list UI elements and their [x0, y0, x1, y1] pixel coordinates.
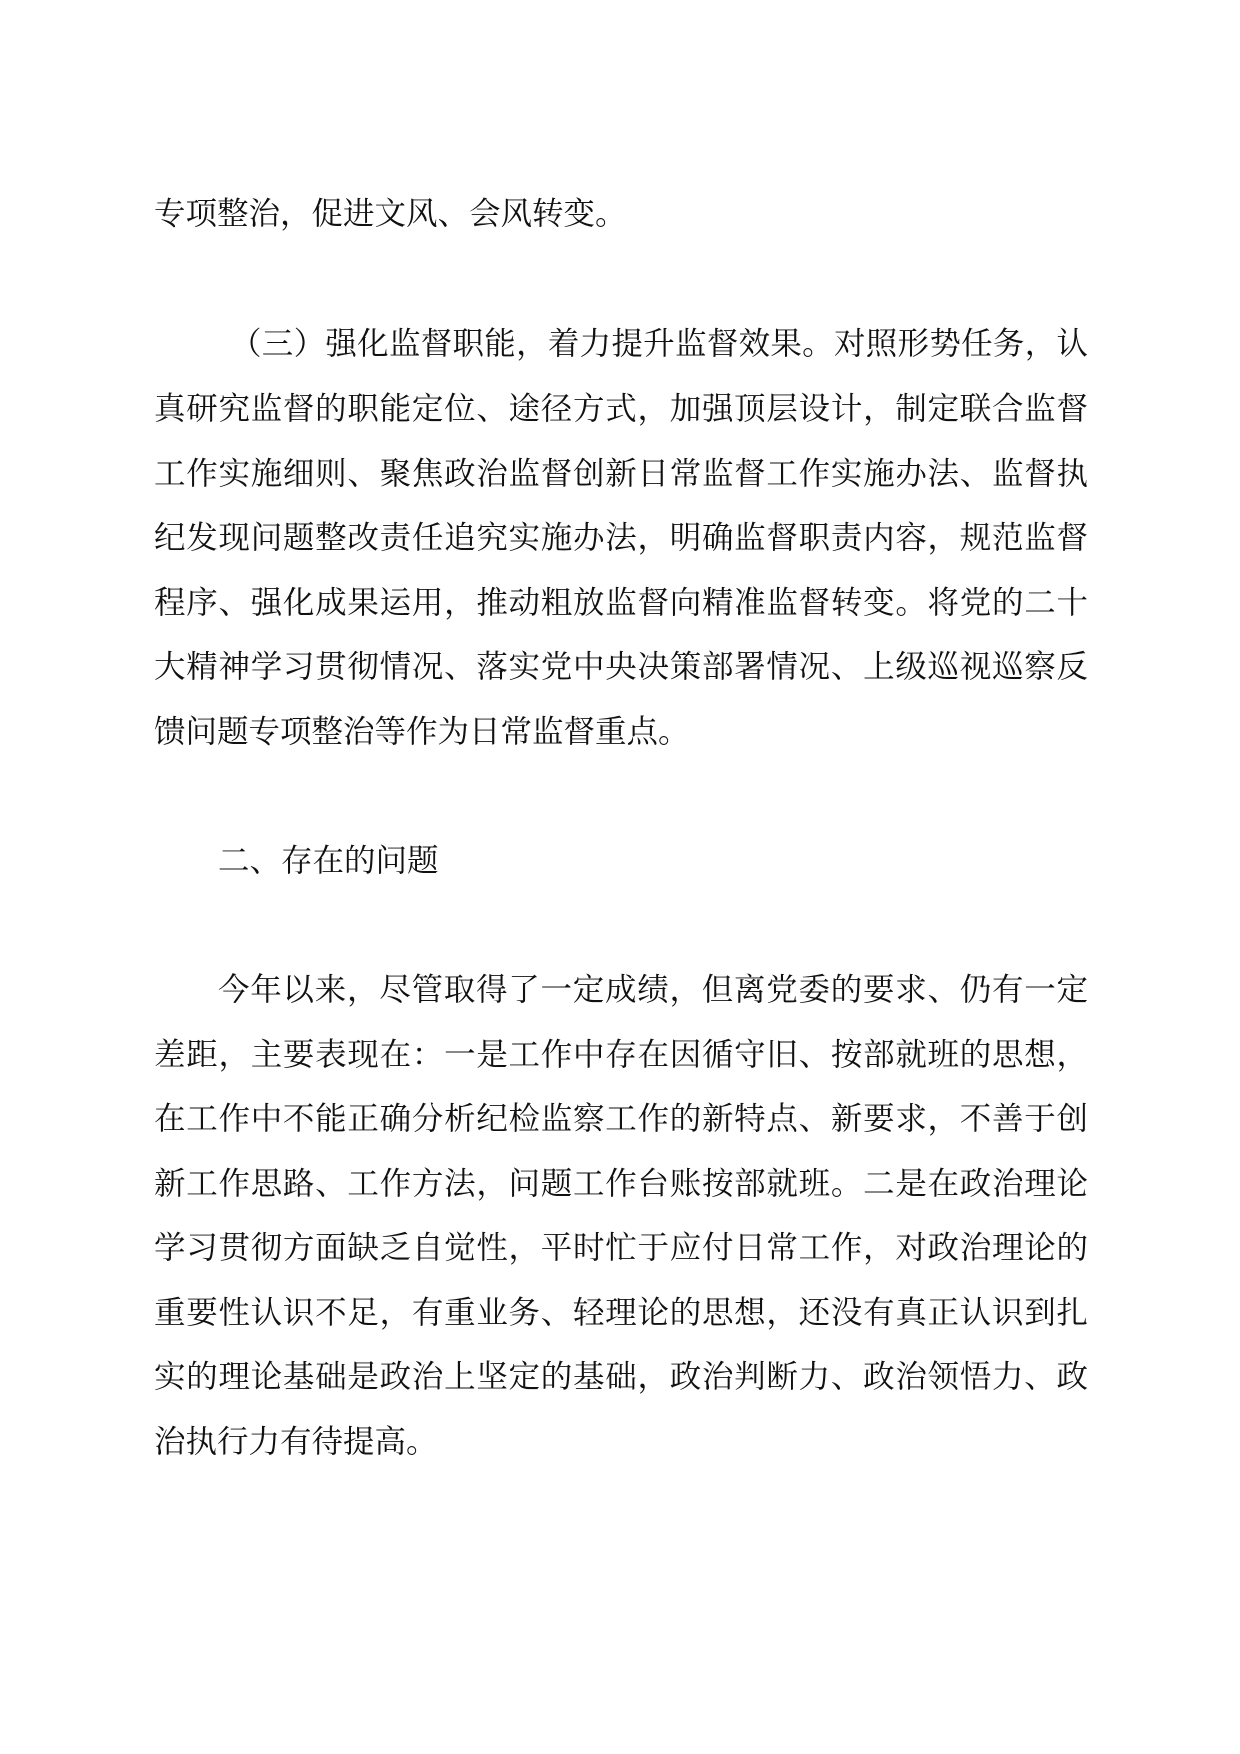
- paragraph-2-line-3: 工作实施细则、聚焦政治监督创新日常监督工作实施办法、监督执: [154, 456, 1088, 492]
- paragraph-2-line-6: 大精神学习贯彻情况、落实党中央决策部署情况、上级巡视巡察反: [154, 649, 1088, 685]
- paragraph-3-line-7: 实的理论基础是政治上坚定的基础，政治判断力、政治领悟力、政: [154, 1359, 1088, 1395]
- paragraph-3-line-8: 治执行力有待提高。: [154, 1424, 438, 1460]
- paragraph-3-line-1: 今年以来，尽管取得了一定成绩，但离党委的要求、仍有一定: [218, 972, 1088, 1008]
- paragraph-3-line-2: 差距，主要表现在：一是工作中存在因循守旧、按部就班的思想，: [154, 1037, 1088, 1073]
- paragraph-1-line-1: 专项整治，促进文风、会风转变。: [154, 196, 627, 232]
- paragraph-3-line-4: 新工作思路、工作方法，问题工作台账按部就班。二是在政治理论: [154, 1166, 1088, 1202]
- paragraph-3-line-6: 重要性认识不足，有重业务、轻理论的思想，还没有真正认识到扎: [154, 1295, 1088, 1331]
- paragraph-2-line-5: 程序、强化成果运用，推动粗放监督向精准监督转变。将党的二十: [154, 585, 1088, 621]
- paragraph-2-line-2: 真研究监督的职能定位、途径方式，加强顶层设计，制定联合监督: [154, 391, 1088, 427]
- paragraph-2-line-7: 馈问题专项整治等作为日常监督重点。: [154, 714, 690, 750]
- paragraph-3-line-5: 学习贯彻方面缺乏自觉性，平时忙于应付日常工作，对政治理论的: [154, 1230, 1088, 1266]
- paragraph-2-line-4: 纪发现问题整改责任追究实施办法，明确监督职责内容，规范监督: [154, 520, 1088, 556]
- paragraph-2-line-1: （三）强化监督职能，着力提升监督效果。对照形势任务，认: [230, 326, 1088, 362]
- paragraph-3-line-3: 在工作中不能正确分析纪检监察工作的新特点、新要求，不善于创: [154, 1101, 1088, 1137]
- section-heading: 二、存在的问题: [218, 843, 439, 879]
